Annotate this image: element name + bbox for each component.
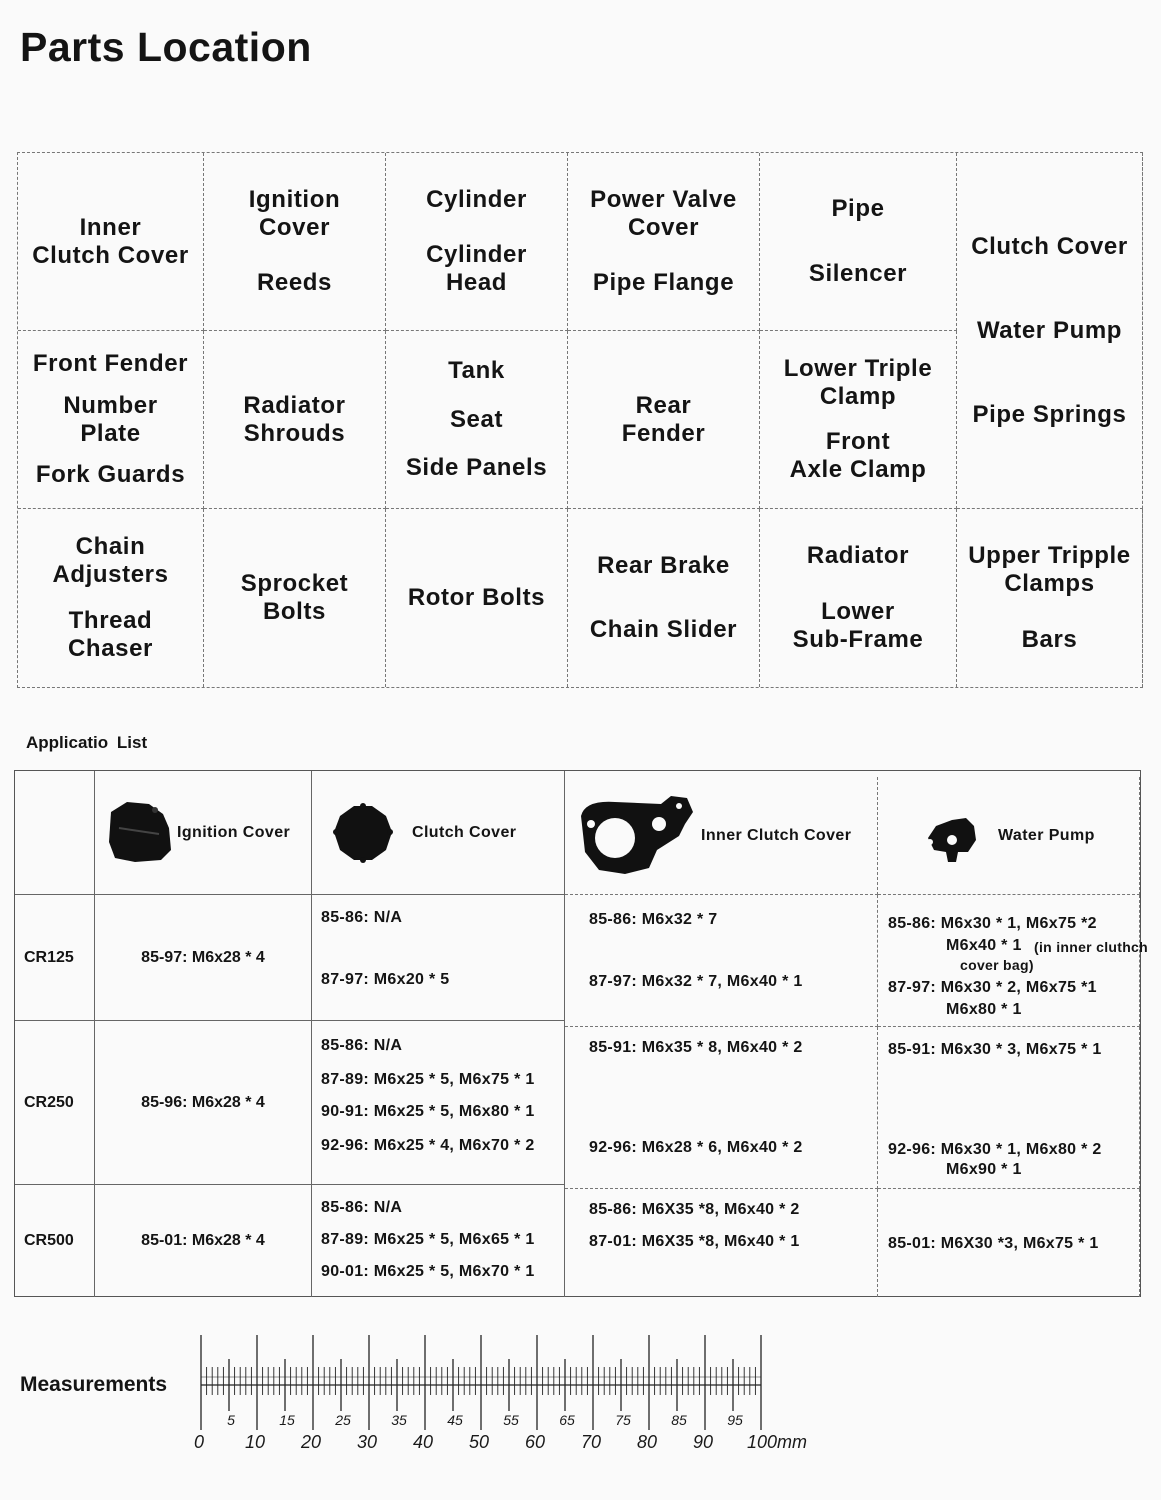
- model-cr500: CR500: [15, 1185, 95, 1297]
- water-pump-icon: [922, 808, 982, 864]
- spec-line: 87-89: M6x25 * 5, M6x75 * 1: [321, 1071, 535, 1088]
- parts-cell-rear-fender: [568, 331, 760, 509]
- parts-label: Ignition Cover: [248, 186, 341, 241]
- parts-cell-front-fender: [18, 331, 204, 509]
- ruler-label-major: 30: [356, 1432, 378, 1452]
- spec-line: 85-86: M6x30 * 1, M6x75 *2: [888, 915, 1097, 932]
- ignition-cover-icon: [105, 798, 177, 868]
- parts-cell-chain-adjusters: [18, 509, 204, 687]
- ruler-label-major: 90: [692, 1432, 714, 1452]
- parts-label: Water Pump: [976, 316, 1123, 344]
- cr125-ignition-value: 85-97: M6x28 * 4: [141, 948, 265, 966]
- parts-cell-pipe: [760, 153, 957, 331]
- ruler-label-major: 80: [636, 1432, 658, 1452]
- parts-cell-radiator-shrouds: [204, 331, 386, 509]
- ruler-label-major: 0: [193, 1432, 205, 1452]
- parts-label: Side Panels: [405, 453, 548, 481]
- cr125-ignition-cell: [95, 895, 312, 1021]
- header-inner-clutch-cover: [565, 777, 878, 895]
- ruler-label-minor: 5: [227, 1412, 235, 1428]
- parts-label: Front Axle Clamp: [789, 428, 927, 484]
- spec-line: 85-91: M6x30 * 3, M6x75 * 1: [888, 1041, 1102, 1058]
- parts-label: Silencer: [808, 259, 908, 287]
- spec-line: 90-01: M6x25 * 5, M6x70 * 1: [321, 1263, 535, 1280]
- parts-label: Lower Triple Clamp: [783, 354, 933, 410]
- ruler-label-major: 50: [468, 1432, 490, 1452]
- ruler-label-minor: 75: [615, 1412, 631, 1428]
- spec-note: cover bag): [960, 957, 1034, 973]
- header-blank-cell: [15, 771, 95, 895]
- cr125-clutch-cell: [312, 895, 565, 1021]
- cr250-ignition-cell: [95, 1021, 312, 1185]
- parts-label: Tank: [448, 357, 505, 385]
- application-table: [14, 770, 1148, 1297]
- spec-line: M6x80 * 1: [946, 1001, 1022, 1018]
- parts-label: Cylinder Head: [426, 241, 527, 296]
- parts-label: Chain Slider: [589, 616, 738, 644]
- spec-line: 87-89: M6x25 * 5, M6x65 * 1: [321, 1231, 535, 1248]
- cr500-ignition-cell: [95, 1185, 312, 1297]
- parts-cell-tank: [386, 331, 568, 509]
- inner-clutch-cover-icon: [575, 794, 699, 878]
- parts-location-grid: [17, 152, 1143, 688]
- spec-line: 92-96: M6x25 * 4, M6x70 * 2: [321, 1137, 535, 1154]
- parts-cell-clutch-cover: [957, 153, 1143, 509]
- ruler-label-minor: 45: [447, 1412, 463, 1428]
- ruler-label-major: 60: [524, 1432, 546, 1452]
- spec-line: M6x90 * 1: [946, 1161, 1022, 1178]
- page-title: Parts Location: [20, 24, 312, 70]
- ruler-label-minor: 85: [671, 1412, 687, 1428]
- cr250-inner-clutch-cell: [565, 1027, 878, 1189]
- parts-label: Fork Guards: [35, 460, 186, 488]
- spec-line: 85-01: M6X30 *3, M6x75 * 1: [888, 1235, 1099, 1252]
- ruler-label-minor: 55: [503, 1412, 519, 1428]
- parts-label: Number Plate: [63, 391, 158, 447]
- parts-label: Rotor Bolts: [407, 584, 546, 611]
- cr500-water-pump-cell: [878, 1189, 1140, 1297]
- parts-label: Pipe Springs: [972, 400, 1127, 428]
- parts-label: Seat: [449, 405, 504, 433]
- cr125-water-pump-cell: [878, 895, 1148, 1027]
- parts-label: Chain Adjusters: [52, 533, 169, 588]
- application-list-title: [26, 733, 151, 753]
- ruler-label-minor: 35: [391, 1412, 407, 1428]
- ruler-label-minor: 95: [727, 1412, 743, 1428]
- parts-cell-rotor-bolts: [386, 509, 568, 687]
- header-water-pump: [878, 777, 1140, 895]
- parts-label: Cylinder: [426, 186, 527, 213]
- parts-cell-radiator: [760, 509, 957, 687]
- parts-label: Sprocket Bolts: [240, 570, 349, 625]
- spec-line: 92-96: M6x30 * 1, M6x80 * 2: [888, 1141, 1102, 1158]
- parts-label: Bars: [1021, 625, 1078, 653]
- ruler-label-minor: 25: [335, 1412, 351, 1428]
- spec-line: 85-86: N/A: [321, 1199, 403, 1216]
- ruler-label-major: 10: [244, 1432, 266, 1452]
- cr500-clutch-cell: [312, 1185, 565, 1297]
- parts-label: Front Fender: [32, 350, 189, 378]
- parts-label: Thread Chaser: [68, 607, 153, 662]
- cr500-inner-clutch-cell: [565, 1189, 878, 1297]
- parts-label: Pipe: [831, 195, 885, 223]
- ruler-label-minor: 15: [279, 1412, 295, 1428]
- cr250-water-pump-cell: [878, 1027, 1140, 1189]
- parts-label: Power Valve Cover: [590, 186, 737, 241]
- clutch-cover-icon: [324, 798, 404, 868]
- measurements-label: Measurements: [20, 1373, 168, 1396]
- spec-line: 85-91: M6x35 * 8, M6x40 * 2: [589, 1039, 803, 1056]
- cr500-ignition-value: 85-01: M6x28 * 4: [141, 1232, 265, 1249]
- parts-label: Rear Brake: [597, 551, 730, 579]
- application-title-part: Applicatio: [26, 733, 109, 752]
- spec-line: 87-97: M6x30 * 2, M6x75 *1: [888, 979, 1097, 996]
- spec-note: (in inner cluthch: [1034, 939, 1148, 955]
- header-ignition-cover: [95, 771, 312, 895]
- application-title-part: List: [116, 733, 148, 752]
- header-label: Ignition Cover: [177, 823, 291, 841]
- spec-line: 85-86: M6x32 * 7: [589, 911, 718, 928]
- spec-line: 90-91: M6x25 * 5, M6x80 * 1: [321, 1103, 535, 1120]
- parts-label: Radiator Shrouds: [243, 391, 346, 447]
- parts-label: Lower Sub-Frame: [792, 597, 924, 653]
- cr250-clutch-cell: [312, 1021, 565, 1185]
- parts-cell-power-valve-cover: [568, 153, 760, 331]
- spec-line: 87-97: M6x32 * 7, M6x40 * 1: [589, 973, 803, 990]
- header-label: Water Pump: [998, 826, 1095, 844]
- parts-cell-upper-tripple-clamps: [957, 509, 1143, 687]
- parts-cell-cylinder: [386, 153, 568, 331]
- ruler-label-major: 40: [412, 1432, 434, 1452]
- spec-line: 87-97: M6x20 * 5: [321, 971, 450, 988]
- model-cr125: CR125: [15, 895, 95, 1021]
- header-label: Clutch Cover: [412, 823, 517, 841]
- header-label: Inner Clutch Cover: [701, 826, 852, 844]
- spec-line: 85-86: M6X35 *8, M6x40 * 2: [589, 1201, 800, 1218]
- ruler-label-major: 100mm: [746, 1432, 808, 1452]
- model-cr250: CR250: [15, 1021, 95, 1185]
- parts-cell-sprocket-bolts: [204, 509, 386, 687]
- parts-label: Clutch Cover: [971, 232, 1128, 260]
- ruler-label-minor: 65: [559, 1412, 575, 1428]
- parts-label: Radiator: [806, 542, 910, 570]
- parts-label: Inner Clutch Cover: [32, 213, 189, 269]
- spec-line: M6x40 * 1: [946, 937, 1022, 954]
- ruler-label-major: 70: [580, 1432, 602, 1452]
- spec-line: 92-96: M6x28 * 6, M6x40 * 2: [589, 1139, 803, 1156]
- parts-cell-ignition-cover: [204, 153, 386, 331]
- parts-label: Upper Tripple Clamps: [968, 542, 1131, 598]
- parts-cell-lower-triple-clamp: [760, 331, 957, 509]
- parts-label: Pipe Flange: [592, 269, 735, 296]
- parts-label: Reeds: [256, 269, 333, 296]
- cr125-inner-clutch-cell: [565, 895, 878, 1027]
- spec-line: 85-86: N/A: [321, 909, 403, 926]
- ruler-label-major: 20: [300, 1432, 322, 1452]
- header-clutch-cover: [312, 771, 565, 895]
- parts-cell-rear-brake: [568, 509, 760, 687]
- spec-line: 85-86: N/A: [321, 1037, 403, 1054]
- parts-cell-inner-clutch-cover: [18, 153, 204, 331]
- parts-label: Rear Fender: [621, 391, 706, 447]
- spec-line: 87-01: M6X35 *8, M6x40 * 1: [589, 1233, 800, 1250]
- cr250-ignition-value: 85-96: M6x28 * 4: [141, 1093, 265, 1111]
